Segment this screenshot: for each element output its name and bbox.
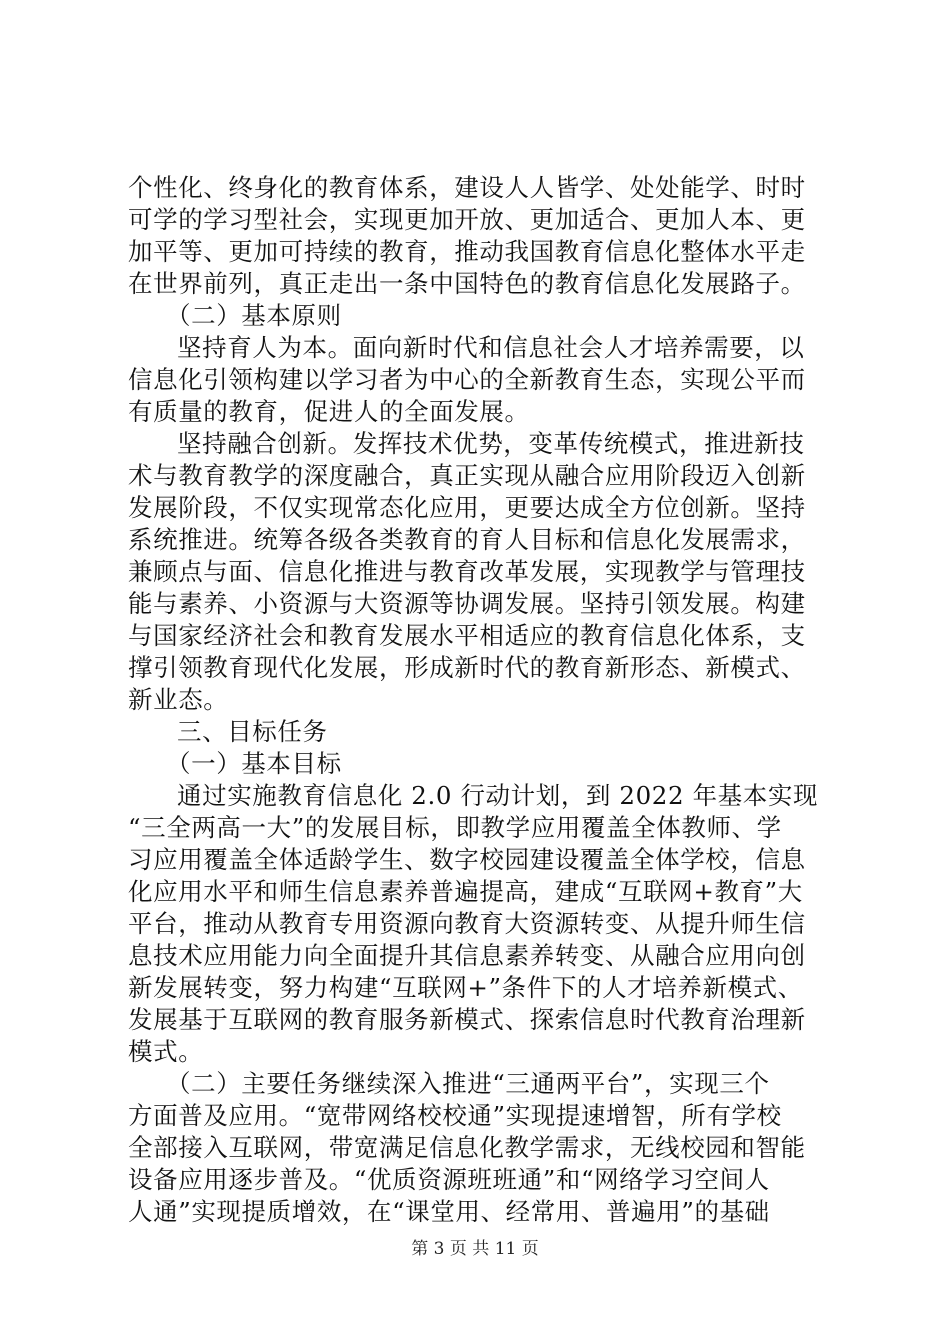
text-line: 息技术应用能力向全面提升其信息素养转变、从融合应用向创 [128,941,806,970]
text-line: 人通”实现提质增效，在“课堂用、经常用、普遍用”的基础 [128,1197,770,1226]
text-line: （二）基本原则 [166,301,342,330]
text-line: 习应用覆盖全体适龄学生、数字校园建设覆盖全体学校，信息 [128,845,806,874]
text-line: 与国家经济社会和教育发展水平相适应的教育信息化体系，支 [128,621,806,650]
text-line: 信息化引领构建以学习者为中心的全新教育生态，实现公平而 [128,365,806,394]
text-line: 新发展转变，努力构建“互联网+”条件下的人才培养新模式、 [128,973,803,1002]
text-line: 化应用水平和师生信息素养普遍提高，建成“互联网+教育”大 [128,877,803,906]
text-line: 可学的学习型社会，实现更加开放、更加适合、更加人本、更 [128,205,806,234]
text-line: 在世界前列，真正走出一条中国特色的教育信息化发展路子。 [128,269,806,298]
text-line: 撑引领教育现代化发展，形成新时代的教育新形态、新模式、 [128,653,806,682]
text-line: 系统推进。统筹各级各类教育的育人目标和信息化发展需求， [128,525,806,554]
text-line: 坚持融合创新。发挥技术优势，变革传统模式，推进新技 [177,429,805,458]
text-line: 方面普及应用。“宽带网络校校通”实现提速增智，所有学校 [128,1101,782,1130]
text-line: 能与素养、小资源与大资源等协调发展。坚持引领发展。构建 [128,589,806,618]
text-line: （一）基本目标 [166,749,342,778]
text-line: 设备应用逐步普及。“优质资源班班通”和“网络学习空间人 [128,1165,770,1194]
text-line: 加平等、更加可持续的教育，推动我国教育信息化整体水平走 [128,237,806,266]
text-line: 兼顾点与面、信息化推进与教育改革发展，实现教学与管理技 [128,557,806,586]
text-line: 模式。 [128,1037,204,1066]
page-number-footer: 第 3 页 共 11 页 [411,1239,539,1259]
text-line: 新业态。 [128,685,229,714]
text-line: 全部接入互联网，带宽满足信息化教学需求，无线校园和智能 [128,1133,806,1162]
text-line: 通过实施教育信息化 2.0 行动计划，到 2022 年基本实现 [177,781,819,810]
text-line: （二）主要任务继续深入推进“三通两平台”，实现三个 [166,1069,770,1098]
text-line: 有质量的教育，促进人的全面发展。 [128,397,530,426]
text-line: 个性化、终身化的教育体系，建设人人皆学、处处能学、时时 [128,173,806,202]
text-line: 发展阶段，不仅实现常态化应用，更要达成全方位创新。坚持 [128,493,806,522]
text-line: 坚持育人为本。面向新时代和信息社会人才培养需要，以 [177,333,805,362]
text-line: “三全两高一大”的发展目标，即教学应用覆盖全体教师、学 [128,813,782,842]
document-body [128,172,828,1228]
text-line: 平台，推动从教育专用资源向教育大资源转变、从提升师生信 [128,909,806,938]
text-line: 三、目标任务 [177,717,328,746]
text-line: 术与教育教学的深度融合，真正实现从融合应用阶段迈入创新 [128,461,806,490]
text-line: 发展基于互联网的教育服务新模式、探索信息时代教育治理新 [128,1005,806,1034]
